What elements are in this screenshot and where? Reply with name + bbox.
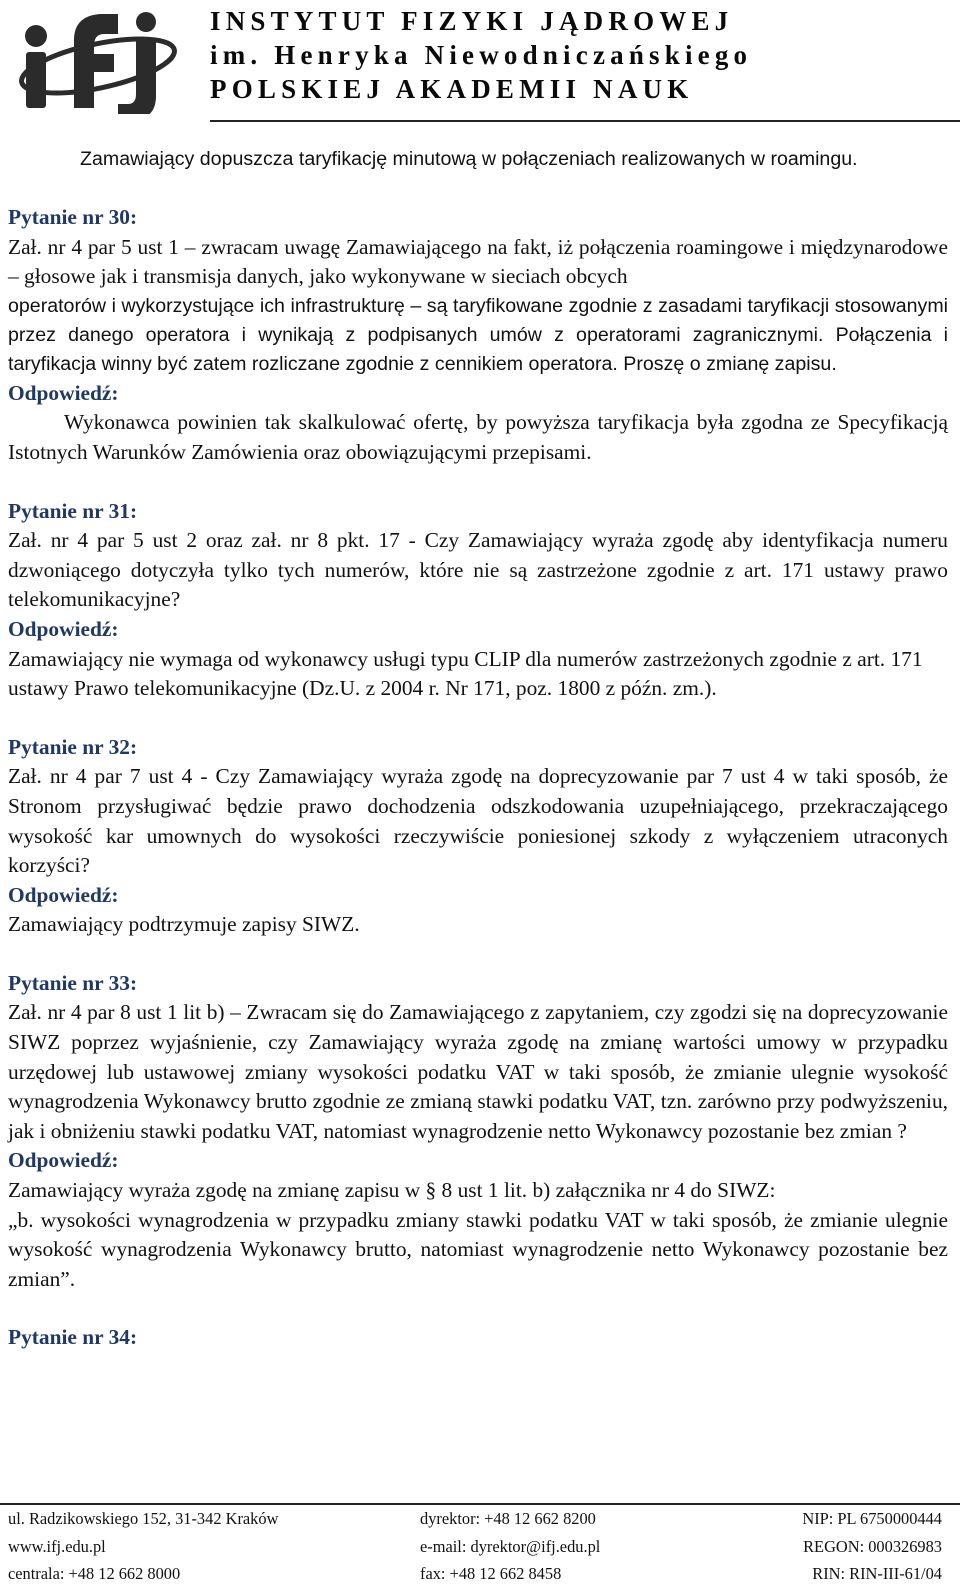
question-33-answer-intro: Zamawiający wyraża zgodę na zmianę zapisu w § 8 ust 1 lit. b) załącznika nr 4 do SIWZ: (8, 1178, 776, 1203)
intro-paragraph: Zamawiający dopuszcza taryfikację minutową w połączeniach realizowanych w roamingu. (80, 148, 858, 170)
question-31-answer-label: Odpowiedź: (8, 616, 119, 641)
institute-name-line2: im. Henryka Niewodniczańskiego (210, 40, 753, 70)
question-30-text-b: operatorów i wykorzystujące ich infrastrukturę – są taryfikowane zgodnie z zasadami taryfikacji stosowanymi przez danego operatora i wynikają z podpisanych umów z operatorami zagranicznymi. Połączenia i taryfikacja winny być zatem rozliczane zgodnie z cennikiem operatora. Proszę o zmianę zapisu. (8, 294, 948, 375)
footer-address: ul. Radzikowskiego 152, 31-342 Kraków (8, 1509, 279, 1528)
question-32-heading: Pytanie nr 32: (8, 734, 138, 759)
question-33-text: Zał. nr 4 par 8 ust 1 lit b) – Zwracam się do Zamawiającego z zapytaniem, czy zgodzi się na doprecyzowanie SIWZ poprzez wyjaśnienie, czy Zamawiający wyraża zgodę na zmianę wartości umowy w przypadku urzędowej lub ustawowej zmiany wysokości podatku VAT w taki sposób, że zmianie ulegnie wysokość wynagrodzenia Wykonawcy brutto zgodnie ze zmianą stawki podatku VAT, tzn. zarówno przy podwyższeniu, jak i obniżeniu stawki podatku VAT, natomiast wynagrodzenie netto Wykonawcy pozostanie bez zmian ? (8, 1000, 948, 1143)
footer-website-link[interactable]: www.ifj.edu.pl (8, 1536, 106, 1556)
question-33-answer-quote: „b. wysokości wynagrodzenia w przypadku zmiany stawki podatku VAT w taki sposób, że zmianie ulegnie wysokość wynagrodzenia Wykonawcy brutto, natomiast wynagrodzenie netto Wykonawcy pozostanie bez zmian”. (8, 1207, 948, 1291)
question-30-answer-label: Odpowiedź: (8, 380, 119, 405)
footer-director-phone: dyrektor: +48 12 662 8200 (420, 1509, 596, 1528)
footer-nip: NIP: PL 6750000444 (802, 1509, 942, 1528)
question-31-answer: Zamawiający nie wymaga od wykonawcy usługi typu CLIP dla numerów zastrzeżonych zgodnie z art. 171 ustawy Prawo telekomunikacyjne (Dz.U. z 2004 r. Nr 171, poz. 1800 z późn. zm.). (8, 646, 923, 701)
footer-contact-column (8, 1505, 278, 1588)
institute-name-line1: INSTYTUT FIZYKI JĄDROWEJ (210, 6, 734, 36)
question-33-heading: Pytanie nr 33: (8, 970, 138, 995)
footer-central-phone: centrala: +48 12 662 8000 (8, 1564, 181, 1583)
institute-name-line3: POLSKIEJ AKADEMII NAUK (210, 74, 694, 104)
institute-name (210, 4, 950, 106)
footer-regon: REGON: 000326983 (803, 1536, 942, 1556)
question-33-answer-label: Odpowiedź: (8, 1148, 119, 1173)
ifj-logo (14, 4, 194, 114)
question-30-text-a: Zał. nr 4 par 5 ust 1 – zwracam uwagę Zamawiającego na fakt, iż połączenia roamingowe i międzynarodowe – głosowe jak i transmisja danych, jako wykonywane w sieciach obcych (8, 234, 948, 289)
footer-fax: fax: +48 12 662 8458 (420, 1564, 562, 1583)
header-divider (210, 120, 960, 122)
question-31-text: Zał. nr 4 par 5 ust 2 oraz zał. nr 8 pkt. 17 - Czy Zamawiający wyraża zgodę aby identyfikacja numeru dzwoniącego dotyczyła tylko tych numerów, które nie są zastrzeżone zgodnie z art. 171 ustawy prawo telekomunikacyjne? (8, 528, 948, 612)
question-32-text: Zał. nr 4 par 7 ust 4 - Czy Zamawiający wyraża zgodę na doprecyzowanie par 7 ust 4 w taki sposób, że Stronom przysługiwać będzie prawo dochodzenia odszkodowania uzupełniającego, przekraczającego wysokość kar umownych do wysokości rzeczywiście poniesionej szkody z wyłączeniem utraconych korzyści? (8, 764, 948, 878)
question-31-heading: Pytanie nr 31: (8, 498, 138, 523)
question-34-heading: Pytanie nr 34: (8, 1325, 138, 1350)
footer-email-link[interactable]: e-mail: dyrektor@ifj.edu.pl (420, 1536, 601, 1556)
document-body (8, 145, 948, 1353)
letterhead (0, 0, 960, 128)
question-30-heading: Pytanie nr 30: (8, 205, 138, 229)
footer-director-column (420, 1505, 600, 1588)
footer-registry-column (802, 1505, 942, 1588)
question-32-answer-label: Odpowiedź: (8, 882, 119, 907)
question-30-answer: Wykonawca powinien tak skalkulować ofertę, by powyższa taryfikacja była zgodna ze Specyfikacją Istotnych Warunków Zamówienia oraz obowiązującymi przepisami. (8, 410, 948, 464)
footer-rin: RIN: RIN-III-61/04 (812, 1564, 942, 1583)
question-32-answer: Zamawiający podtrzymuje zapisy SIWZ. (8, 912, 360, 937)
